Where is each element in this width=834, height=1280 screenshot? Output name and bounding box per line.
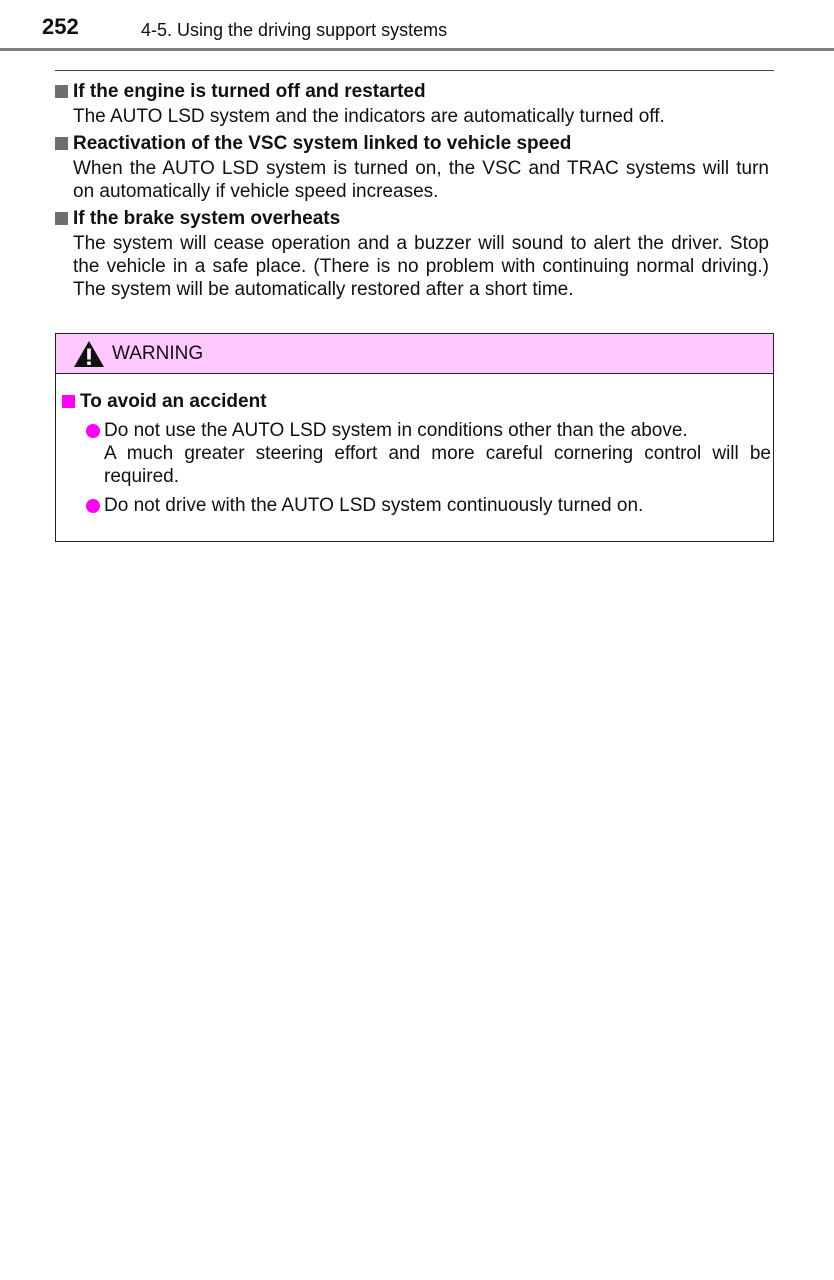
warning-heading-text: To avoid an accident	[80, 391, 267, 412]
warning-bullet	[104, 419, 771, 488]
page-number: 252	[42, 14, 79, 39]
dot-bullet-icon	[86, 499, 100, 513]
square-bullet-icon	[55, 137, 68, 150]
warning-bullet-line: A much greater steering effort and more careful cornering control will be required.	[104, 443, 771, 487]
item-heading	[55, 132, 774, 155]
square-bullet-icon	[55, 212, 68, 225]
item-heading-text: Reactivation of the VSC system linked to vehicle speed	[73, 133, 572, 154]
warning-box	[55, 333, 774, 542]
item-heading-text: If the engine is turned off and restarted	[73, 81, 426, 102]
page-header	[0, 0, 834, 50]
warning-bullet-line: Do not drive with the AUTO LSD system continuously turned on.	[104, 495, 644, 516]
warning-heading	[62, 390, 773, 413]
content-rule	[55, 70, 774, 71]
section-title: 4-5. Using the driving support systems	[141, 20, 448, 40]
warning-bullet-line: Do not use the AUTO LSD system in conditions other than the above.	[104, 420, 688, 441]
square-bullet-icon	[55, 85, 68, 98]
item-heading-text: If the brake system overheats	[73, 208, 341, 229]
dot-bullet-icon	[86, 424, 100, 438]
content	[55, 80, 774, 305]
item-heading	[55, 80, 774, 103]
warning-header	[56, 334, 773, 374]
item-vsc-reactivation	[55, 132, 774, 203]
item-body: When the AUTO LSD system is turned on, the VSC and TRAC systems will turn on automatically if vehicle speed increases.	[73, 158, 769, 202]
warning-triangle-icon	[73, 340, 105, 368]
item-heading	[55, 207, 774, 230]
item-body: The system will cease operation and a buzzer will sound to alert the driver. Stop the vehicle in a safe place. (There is no problem with continuing normal driving.) The system will be automatically restored after a short time.	[73, 233, 769, 300]
warning-label: WARNING	[112, 343, 204, 364]
warning-body	[56, 374, 773, 517]
square-bullet-icon	[62, 395, 75, 408]
item-body: The AUTO LSD system and the indicators are automatically turned off.	[73, 106, 665, 127]
item-engine-restart	[55, 80, 774, 128]
header-rule	[0, 48, 834, 51]
warning-bullet	[104, 494, 771, 517]
item-brake-overheat	[55, 207, 774, 301]
